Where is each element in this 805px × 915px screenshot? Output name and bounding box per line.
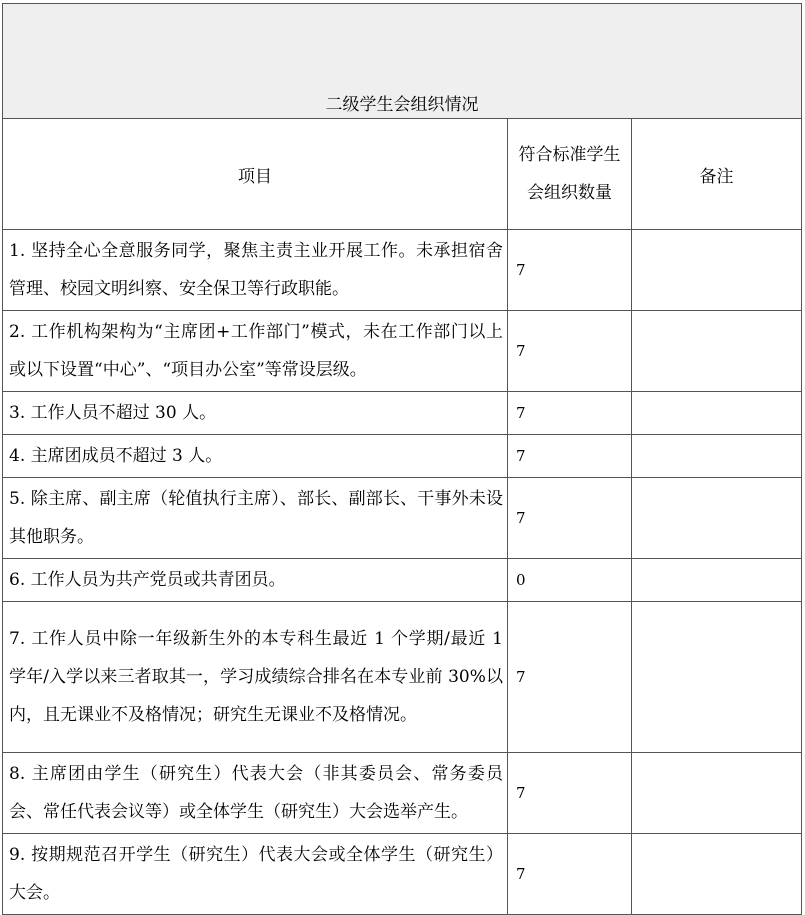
table-row (3, 230, 802, 311)
row-count: 7 (508, 753, 632, 834)
row-item: 5. 除主席、副主席（轮值执行主席）、部长、副部长、干事外未设其他职务。 (3, 478, 508, 559)
row-count: 7 (508, 230, 632, 311)
table-row (3, 478, 802, 559)
header-item: 项目 (3, 119, 508, 230)
row-count: 7 (508, 602, 632, 753)
row-note (632, 311, 802, 392)
row-item: 4. 主席团成员不超过 3 人。 (3, 435, 508, 478)
row-note (632, 230, 802, 311)
row-item: 6. 工作人员为共产党员或共青团员。 (3, 559, 508, 602)
row-note (632, 559, 802, 602)
row-item: 9. 按期规范召开学生（研究生）代表大会或全体学生（研究生）大会。 (3, 834, 508, 915)
table-title: 二级学生会组织情况 (3, 4, 802, 119)
row-count: 7 (508, 392, 632, 435)
row-count: 7 (508, 435, 632, 478)
row-item: 7. 工作人员中除一年级新生外的本专科生最近 1 个学期/最近 1 学年/入学以来三者取其一，学习成绩综合排名在本专业前 30%以内，且无课业不及格情况；研究生无课业不及格情况。 (3, 602, 508, 753)
table-row (3, 559, 802, 602)
row-note (632, 834, 802, 915)
row-note (632, 753, 802, 834)
row-item: 1. 坚持全心全意服务同学，聚焦主责主业开展工作。未承担宿舍管理、校园文明纠察、安全保卫等行政职能。 (3, 230, 508, 311)
header-note: 备注 (632, 119, 802, 230)
row-count: 7 (508, 311, 632, 392)
header-row (3, 119, 802, 230)
row-count: 7 (508, 478, 632, 559)
row-count: 0 (508, 559, 632, 602)
row-count: 7 (508, 834, 632, 915)
table-row (3, 311, 802, 392)
table-row (3, 753, 802, 834)
table-row (3, 435, 802, 478)
row-item: 2. 工作机构架构为“主席团+工作部门”模式，未在工作部门以上或以下设置“中心”、“项目办公室”等常设层级。 (3, 311, 508, 392)
row-note (632, 392, 802, 435)
row-note (632, 435, 802, 478)
table-row (3, 834, 802, 915)
row-note (632, 478, 802, 559)
title-row (3, 4, 802, 119)
student-union-table-sheet (2, 3, 801, 915)
row-item: 3. 工作人员不超过 30 人。 (3, 392, 508, 435)
row-item: 8. 主席团由学生（研究生）代表大会（非其委员会、常务委员会、常任代表会议等）或全体学生（研究生）大会选举产生。 (3, 753, 508, 834)
header-count: 符合标准学生会组织数量 (508, 119, 632, 230)
table-row (3, 392, 802, 435)
table-row (3, 602, 802, 753)
student-union-table (2, 3, 802, 915)
row-note (632, 602, 802, 753)
